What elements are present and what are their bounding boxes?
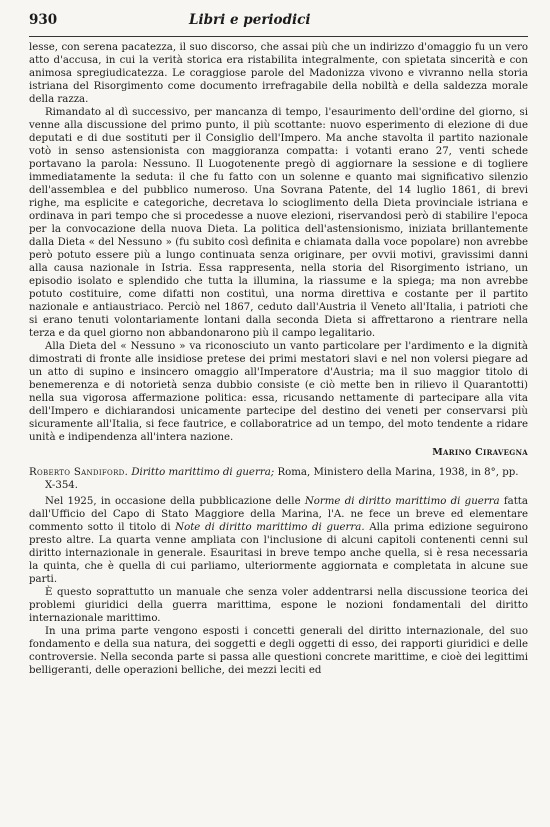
review-paragraph-manual: È questo soprattutto un manuale che senza voler addentrarsi nella discussione teorica dei problemi giuridici della guerra marittima, espone le nozioni fondamentali del diritto internazionale marittimo.	[29, 587, 528, 624]
review-paragraph-edition	[29, 495, 528, 586]
review-paragraph-contents: In una prima parte vengono esposti i concetti generali del diritto internazionale, del suo fondamento e della sua natura, dei soggetti e degli oggetti di esso, dei rapporti giuridici e delle controversie. Nella seconda parte si passa alle questioni concrete marittime, e cioè dei legittimi belligeranti, delle operazioni belliche, dei mezzi leciti ed	[29, 626, 528, 676]
page-header	[29, 12, 528, 34]
header-rule	[29, 36, 528, 37]
review-italic-title: Note di diritto marittimo di guerra.	[175, 522, 365, 533]
review-signature: Marino Ciravegna	[432, 447, 528, 458]
review-book-title: Diritto marittimo di guerra;	[131, 467, 275, 478]
paragraph-continuation: lesse, con serena pacatezza, il suo discorso, che assai più che un indirizzo d'omaggio fu un vero atto d'accusa, in cui la verità storica era ristabilita integralmente, con spietata sincerità e con animosa spregiudicatezza. Le coraggiose parole del Madonizza vivono e vivranno nella storia istriana del Risorgimento come documento irrefragabile della nobiltà e della saldezza morale della razza.	[29, 42, 528, 105]
review-author: Roberto Sandiford.	[29, 467, 129, 478]
review-book-details: Roma, Ministero della Marina, 1938, in 8°, pp. X-354.	[45, 467, 519, 491]
paragraph-dieta-merit: Alla Dieta del « Nessuno » va riconosciuto un vanto particolare per l'ardimento e la dignità dimostrati di fronte alle insidiose pretese dei primi mestatori slavi e nel non volersi piegare ad un atto di supino e insincero omaggio all'Imperatore d'Austria; ma il suo maggior titolo di benemerenza e di notorietà senza dubbio consiste (e ciò mette ben in rilievo il Quarantotti) nella sua vigorosa affermazione politica: essa, ricusando nettamente di partecipare alla vita dell'Impero e dichiarandosi unicamente partecipe del destino dei veneti per conservarsi più sicuramente all'Italia, si fece fautrice, e collaboratrice ad un tempo, del moto tendente a ridare unità e indipendenza all'intera nazione.	[29, 341, 528, 443]
review-text-span: Alla prima edizione seguirono presto altre. La quarta venne ampliata con l'inclusione di alcuni capitoli contenenti cenni sul diritto internazionale in generale. Esauritasi in breve tempo anche quella, si è resa necessaria la quinta, che è quella di cui parliamo, ulteriormente aggiornata e completata in alcune sue parti.	[29, 522, 528, 585]
page-number: 930	[29, 12, 58, 28]
paragraph-dieta-history: Rimandato al dì successivo, per mancanza di tempo, l'esaurimento dell'ordine del giorno, si venne alla discussione del primo punto, il più scottante: nuovo esperimento di elezione di due deputati e di due sostituti per il Consiglio dell'Impero. Ma anche stavolta il partito nazionale votò in senso astensionista con maggioranza compatta: i votanti erano 27, venti schede portavano la parola: Nessuno. Il Luogotenente pregò di aggiornare la sessione e di togliere immediatamente la seduta: il che fu fatto con un solenne e quanto mai significativo silenzio dell'assemblea e del pubblico numeroso. Una Sovrana Patente, del 14 luglio 1861, di brevi righe, ma esplicite e categoriche, decretava lo scioglimento della Dieta provinciale istriana e ordinava in pari tempo che si procedesse a nuove elezioni, riservandosi però di stabilire l'epoca per la convocazione della nuova Dieta. La politica dell'astensionismo, iniziata brillantemente dalla Dieta « del Nessuno » (fu subito così definita e chiamata dalla voce popolare) non avrebbe però potuto essere più a lungo continuata senza originare, per ovvii motivi, gravissimi danni alla causa nazionale in Istria. Essa rappresenta, nella storia del Risorgimento istriano, un episodio isolato e splendido che tutta la illumina, la riassume e la spiega; ma non avrebbe potuto costituire, come difatti non costituì, una norma direttiva e costante per il partito nazionale e antiaustriaco. Perciò nel 1867, ceduto dall'Austria il Veneto all'Italia, i patrioti che si erano tenuti volontariamente lontani dalla seconda Dieta si affrettarono a rientrare nella terza e da quel giorno non abbandonarono più il campo legalitario.	[29, 107, 528, 339]
running-title: Libri e periodici	[189, 12, 311, 28]
review-text-span: fatta dall'Ufficio del Capo di Stato Maggiore della Marina, l'A. ne fece un breve ed elementare commento sotto il titolo di	[29, 496, 528, 533]
review-citation	[29, 466, 528, 492]
review-text-span: Nel 1925, in occasione della pubblicazione delle	[45, 496, 305, 507]
review-italic-title: Norme di diritto marittimo di guerra	[304, 496, 500, 507]
